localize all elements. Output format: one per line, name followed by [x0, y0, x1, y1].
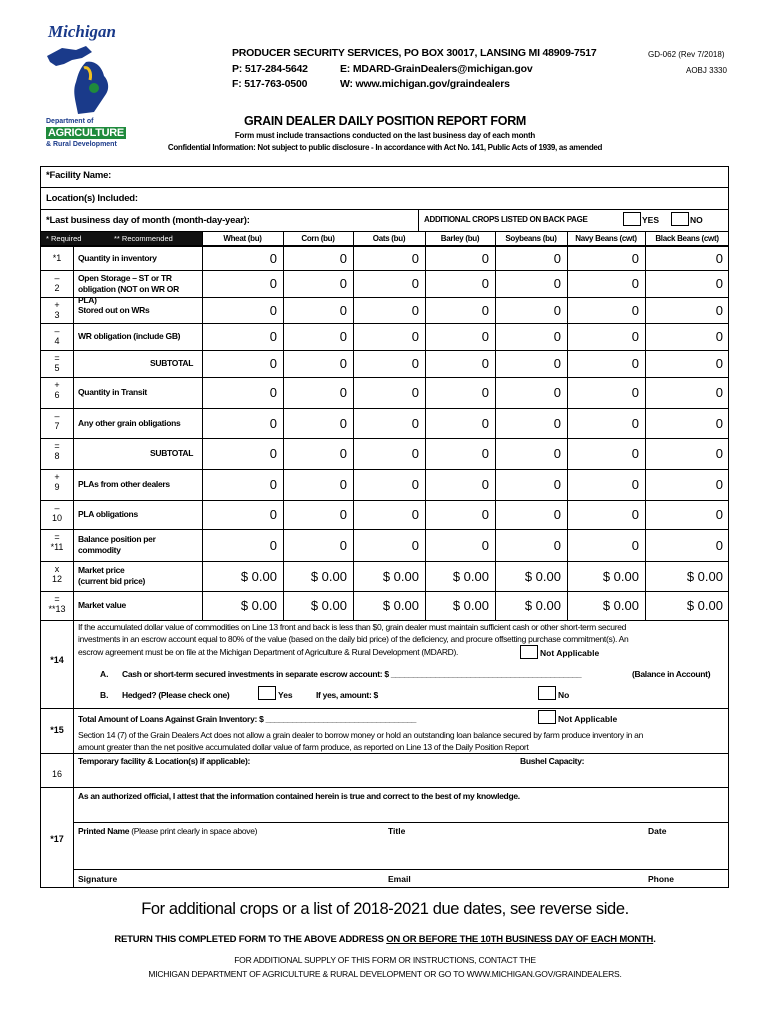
value-cell[interactable]: $ 0.00: [310, 598, 347, 613]
value-cell[interactable]: 0: [269, 276, 277, 291]
value-cell[interactable]: 0: [411, 446, 419, 461]
value-cell[interactable]: 0: [553, 250, 561, 266]
rule-line: [41, 408, 729, 409]
rule-line: [41, 469, 729, 470]
row-number: *17: [50, 834, 64, 844]
rule-line: [41, 620, 729, 621]
value-cell[interactable]: 0: [411, 507, 419, 522]
value-cell[interactable]: 0: [631, 507, 639, 522]
hedged-yes-label: Yes: [278, 690, 293, 700]
value-cell[interactable]: 0: [481, 507, 489, 522]
row-number: + 9: [54, 472, 60, 492]
rule-line: [41, 561, 729, 562]
additional-crops-no-checkbox[interactable]: [671, 212, 689, 226]
additional-crops-yes-checkbox[interactable]: [623, 212, 641, 226]
row15-not-applicable-label: Not Applicable: [558, 714, 618, 724]
row-number: – 2: [54, 273, 60, 293]
rule-line: [41, 787, 729, 788]
value-cell[interactable]: 0: [411, 385, 419, 400]
value-cell[interactable]: 0: [553, 356, 561, 371]
value-cell[interactable]: 0: [553, 477, 561, 492]
value-cell[interactable]: 0: [553, 385, 561, 400]
value-cell[interactable]: 0: [339, 507, 347, 522]
row14-hedged-label: Hedged? (Please check one): [122, 690, 230, 700]
rule-line: [74, 822, 729, 823]
value-cell[interactable]: 0: [339, 276, 347, 291]
section-14-text-line-1: Section 14 (7) of the Grain Dealers Act does not allow a grain dealer to borrow money or hold an outstanding loan balance secured by farm produce inventory in an: [78, 730, 644, 740]
row-label: Open Storage – ST or TR obligation (NOT on WR OR PLA): [78, 272, 179, 305]
section-14-text-line-2: amount greater than the net positive accumulated dollar value of farm produce, as reported on Line 13 of the Daily Position Report: [78, 742, 529, 752]
value-cell[interactable]: 0: [715, 302, 723, 318]
value-cell[interactable]: 0: [411, 477, 419, 492]
value-cell[interactable]: 0: [481, 537, 489, 553]
value-cell[interactable]: 0: [553, 507, 561, 522]
header-phone: P: 517-284-5642: [232, 63, 308, 75]
form-number: GD-062 (Rev 7/2018): [648, 50, 725, 59]
value-cell[interactable]: 0: [481, 385, 489, 400]
value-cell[interactable]: 0: [631, 356, 639, 371]
printed-name-note: (Please print clearly in space above): [131, 826, 258, 836]
row-number: x 12: [51, 564, 62, 584]
header-address: PRODUCER SECURITY SERVICES, PO BOX 30017, LANSING MI 48909-7517: [232, 47, 597, 59]
value-cell[interactable]: 0: [631, 446, 639, 461]
row-label: SUBTOTAL: [150, 358, 194, 368]
form-subtitle: Form must include transactions conducted on the last business day of each month: [234, 131, 536, 140]
row-label: PLA obligations: [78, 509, 138, 519]
row-label: Market price (current bid price): [78, 565, 146, 586]
value-cell[interactable]: 0: [631, 250, 639, 266]
mdard-logo: [40, 22, 130, 147]
row14-paragraph-line-3: escrow agreement must be on file at the Michigan Department of Agriculture & Rural Development (MDARD).: [78, 647, 459, 657]
value-cell[interactable]: 0: [411, 537, 419, 553]
rule-line: [418, 209, 419, 231]
return-instructions: [0, 934, 770, 945]
bushel-capacity-label: Bushel Capacity:: [520, 756, 585, 766]
value-cell[interactable]: $ 0.00: [382, 598, 419, 613]
printed-name-label: [78, 826, 257, 836]
row-label: Market value: [78, 600, 126, 610]
value-cell[interactable]: 0: [411, 356, 419, 371]
return-period: .: [653, 934, 656, 945]
rule-line: [41, 350, 729, 351]
value-cell[interactable]: 0: [631, 329, 639, 344]
row14-a-label: A.: [100, 669, 109, 679]
value-cell[interactable]: 0: [631, 415, 639, 431]
value-cell[interactable]: $ 0.00: [452, 598, 489, 613]
value-cell[interactable]: 0: [339, 329, 347, 344]
row-label: Any other grain obligations: [78, 417, 181, 428]
value-cell[interactable]: 0: [715, 276, 723, 291]
header-email: E: MDARD-GrainDealers@michigan.gov: [340, 63, 533, 75]
rule-line: [41, 323, 729, 324]
hedged-no-checkbox[interactable]: [538, 686, 556, 700]
rule-line: [41, 708, 729, 709]
value-cell[interactable]: $ 0.00: [524, 598, 561, 613]
row14-paragraph-line-2: investments in an escrow account equal to 80% of the value (based on the daily bid price) of the deficiency, and procure offsetting purchase commitment(s). An: [78, 634, 629, 644]
date-label: Date: [648, 826, 667, 836]
row-number: = 8: [54, 441, 60, 461]
value-cell[interactable]: 0: [481, 329, 489, 344]
last-business-day-input[interactable]: [270, 212, 410, 230]
rule-line: [41, 209, 729, 210]
row14-not-applicable-label: Not Applicable: [540, 648, 600, 658]
rule-line: [41, 500, 729, 501]
column-header: Barley (bu): [440, 234, 480, 243]
value-cell[interactable]: 0: [269, 415, 277, 431]
column-header: Wheat (bu): [223, 234, 262, 243]
column-header: Soybeans (bu): [505, 234, 557, 243]
locations-label: Location(s) Included:: [46, 193, 138, 204]
last-business-day-label: *Last business day of month (month-day-year):: [46, 215, 250, 226]
value-cell[interactable]: $ 0.00: [310, 568, 347, 584]
rule-line: [41, 438, 729, 439]
row-number: – 7: [54, 411, 60, 431]
value-cell[interactable]: 0: [269, 446, 277, 461]
column-header: Oats (bu): [372, 234, 406, 243]
rule-line: [41, 529, 729, 530]
value-cell[interactable]: 0: [715, 250, 723, 266]
column-header: Navy Beans (cwt): [575, 234, 637, 243]
value-cell[interactable]: 0: [481, 415, 489, 431]
rule-line: [41, 187, 729, 188]
value-cell[interactable]: 0: [715, 537, 723, 553]
value-cell[interactable]: $ 0.00: [240, 598, 277, 613]
rule-line: [41, 377, 729, 378]
value-cell[interactable]: 0: [553, 276, 561, 291]
row14-b-label: B.: [100, 690, 109, 700]
hedged-amount-input[interactable]: [396, 686, 536, 700]
logo-rural: & Rural Development: [46, 141, 117, 148]
value-cell[interactable]: $ 0.00: [452, 568, 489, 584]
value-cell[interactable]: 0: [631, 385, 639, 400]
row-number: + 6: [54, 380, 60, 400]
row14-paragraph-line-1: If the accumulated dollar value of commodities on Line 13 front and back is less than $0, grain dealer must maintain sufficient cash or other short-term secured: [78, 622, 627, 632]
signature-label: Signature: [78, 874, 118, 884]
email-label: Email: [388, 874, 411, 884]
attestation-text: As an authorized official, I attest that the information contained herein is true and correct to the best of my knowledge.: [78, 791, 520, 801]
row14-escrow-field[interactable]: Cash or short-term secured investments in separate escrow account: $ ___________________________________________: [122, 669, 582, 679]
logo-dept-of: Department of: [46, 118, 94, 125]
logo-agriculture: AGRICULTURE: [48, 127, 124, 139]
value-cell[interactable]: 0: [715, 507, 723, 522]
phone-label: Phone: [648, 874, 674, 884]
value-cell[interactable]: 0: [481, 446, 489, 461]
value-cell[interactable]: 0: [481, 250, 489, 266]
value-cell[interactable]: 0: [411, 302, 419, 318]
hedged-yes-checkbox[interactable]: [258, 686, 276, 700]
value-cell[interactable]: 0: [269, 385, 277, 400]
header-fax: F: 517-763-0500: [232, 78, 308, 90]
logo-title: Michigan: [48, 22, 117, 41]
value-cell[interactable]: 0: [715, 415, 723, 431]
value-cell[interactable]: 0: [715, 356, 723, 371]
additional-crops-label: ADDITIONAL CROPS LISTED ON BACK PAGE: [424, 215, 588, 224]
value-cell[interactable]: 0: [553, 415, 561, 431]
row-label: Quantity in inventory: [78, 252, 157, 263]
value-cell[interactable]: 0: [269, 250, 277, 266]
printed-name-title: Printed Name: [78, 826, 130, 836]
facility-name-label: *Facility Name:: [46, 170, 112, 181]
value-cell[interactable]: 0: [553, 537, 561, 553]
rule-line: [41, 591, 729, 592]
value-cell[interactable]: 0: [631, 477, 639, 492]
value-cell[interactable]: 0: [269, 507, 277, 522]
value-cell[interactable]: 0: [631, 276, 639, 291]
row-label: Stored out on WRs: [78, 304, 150, 315]
value-cell[interactable]: 0: [339, 385, 347, 400]
loans-total-field[interactable]: Total Amount of Loans Against Grain Inventory: $ __________________________________: [78, 714, 417, 724]
row-number: *15: [50, 725, 64, 735]
value-cell[interactable]: 0: [411, 276, 419, 291]
yes-label: YES: [642, 215, 660, 225]
value-cell[interactable]: $ 0.00: [602, 598, 639, 613]
rule-line: [73, 245, 74, 888]
value-cell[interactable]: 0: [269, 356, 277, 371]
hedged-no-label: No: [558, 690, 570, 700]
value-cell[interactable]: 0: [339, 537, 347, 553]
rule-line: [41, 246, 729, 247]
value-cell[interactable]: $ 0.00: [382, 568, 419, 584]
column-header: Corn (bu): [301, 234, 335, 243]
supply-note-line-1: FOR ADDITIONAL SUPPLY OF THIS FORM OR INSTRUCTIONS, CONTACT THE: [234, 955, 536, 965]
value-cell[interactable]: 0: [339, 356, 347, 371]
value-cell[interactable]: 0: [269, 329, 277, 344]
value-cell[interactable]: 0: [339, 446, 347, 461]
return-deadline: ON OR BEFORE THE 10TH BUSINESS DAY OF EACH MONTH: [386, 934, 654, 945]
value-cell[interactable]: 0: [715, 477, 723, 492]
column-header: Black Beans (cwt): [655, 234, 719, 243]
header-web: W: www.michigan.gov/graindealers: [340, 78, 510, 90]
value-cell[interactable]: 0: [481, 477, 489, 492]
return-text: RETURN THIS COMPLETED FORM TO THE ABOVE ADDRESS: [114, 934, 387, 945]
bushel-capacity-input[interactable]: [520, 768, 720, 786]
value-cell[interactable]: 0: [631, 302, 639, 318]
row-number: = **13: [48, 594, 66, 614]
value-cell[interactable]: 0: [411, 250, 419, 266]
reverse-side-note: For additional crops or a list of 2018-2021 due dates, see reverse side.: [141, 900, 629, 918]
confidential-notice: Confidential Information: Not subject to public disclosure - In accordance with Act No. 141, Public Acts of 1939, as amended: [167, 143, 603, 152]
value-cell[interactable]: $ 0.00: [524, 568, 561, 584]
value-cell[interactable]: 0: [553, 302, 561, 318]
value-cell[interactable]: 0: [481, 302, 489, 318]
value-cell[interactable]: 0: [269, 477, 277, 492]
row-number: – 10: [51, 503, 62, 523]
recommended-legend: ** Recommended: [114, 234, 173, 243]
value-cell[interactable]: 0: [269, 537, 277, 553]
rule-line: [41, 753, 729, 754]
row-label: Quantity in Transit: [78, 387, 147, 397]
form-title: GRAIN DEALER DAILY POSITION REPORT FORM: [243, 114, 527, 128]
required-legend: * Required: [46, 234, 82, 243]
signature-input[interactable]: [78, 846, 718, 870]
title-label: Title: [388, 826, 406, 836]
value-cell[interactable]: 0: [715, 385, 723, 400]
row-number: *14: [50, 655, 64, 665]
facility-name-input[interactable]: [160, 168, 720, 186]
row-number: 16: [51, 769, 62, 779]
row-number: – 4: [54, 326, 60, 346]
value-cell[interactable]: 0: [553, 446, 561, 461]
value-cell[interactable]: $ 0.00: [240, 568, 277, 584]
row-number: + 3: [54, 300, 60, 320]
value-cell[interactable]: 0: [553, 329, 561, 344]
value-cell[interactable]: 0: [339, 250, 347, 266]
temporary-facility-input[interactable]: [78, 768, 508, 786]
value-cell[interactable]: 0: [631, 537, 639, 553]
row-label: SUBTOTAL: [150, 448, 194, 458]
row-label: PLAs from other dealers: [78, 479, 170, 489]
value-cell[interactable]: 0: [715, 446, 723, 461]
locations-input[interactable]: [160, 191, 720, 209]
value-cell[interactable]: 0: [339, 415, 347, 431]
supply-note-line-2: MICHIGAN DEPARTMENT OF AGRICULTURE & RURAL DEVELOPMENT OR GO TO WWW.MICHIGAN.GOV/GRAINDEALERS.: [148, 969, 622, 979]
value-cell[interactable]: 0: [481, 276, 489, 291]
row-number: *1: [52, 253, 62, 263]
value-cell[interactable]: 0: [339, 477, 347, 492]
row14-not-applicable-checkbox[interactable]: [520, 645, 538, 659]
temporary-facility-label: Temporary facility & Location(s) if applicable):: [78, 756, 251, 766]
row-label: Balance position per commodity: [78, 534, 156, 555]
row-number: = *11: [50, 532, 64, 552]
rule-line: [74, 869, 729, 870]
hedged-amount-label: If yes, amount: $: [316, 690, 378, 700]
value-cell[interactable]: 0: [269, 302, 277, 318]
value-cell[interactable]: $ 0.00: [686, 598, 723, 613]
value-cell[interactable]: $ 0.00: [602, 568, 639, 584]
value-cell[interactable]: $ 0.00: [686, 568, 723, 584]
rule-line: [41, 231, 729, 232]
value-cell[interactable]: 0: [411, 415, 419, 431]
value-cell[interactable]: 0: [481, 356, 489, 371]
aobj-code: AOBJ 3330: [686, 66, 727, 75]
row14-balance-label: (Balance in Account): [632, 669, 711, 679]
row-label: WR obligation (include GB): [78, 331, 181, 341]
no-label: NO: [690, 215, 703, 225]
value-cell[interactable]: 0: [411, 329, 419, 344]
rule-line: [41, 270, 729, 271]
value-cell[interactable]: 0: [339, 302, 347, 318]
row-number: = 5: [54, 353, 60, 373]
value-cell[interactable]: 0: [715, 329, 723, 344]
row15-not-applicable-checkbox[interactable]: [538, 710, 556, 724]
michigan-map-icon: [42, 42, 130, 122]
